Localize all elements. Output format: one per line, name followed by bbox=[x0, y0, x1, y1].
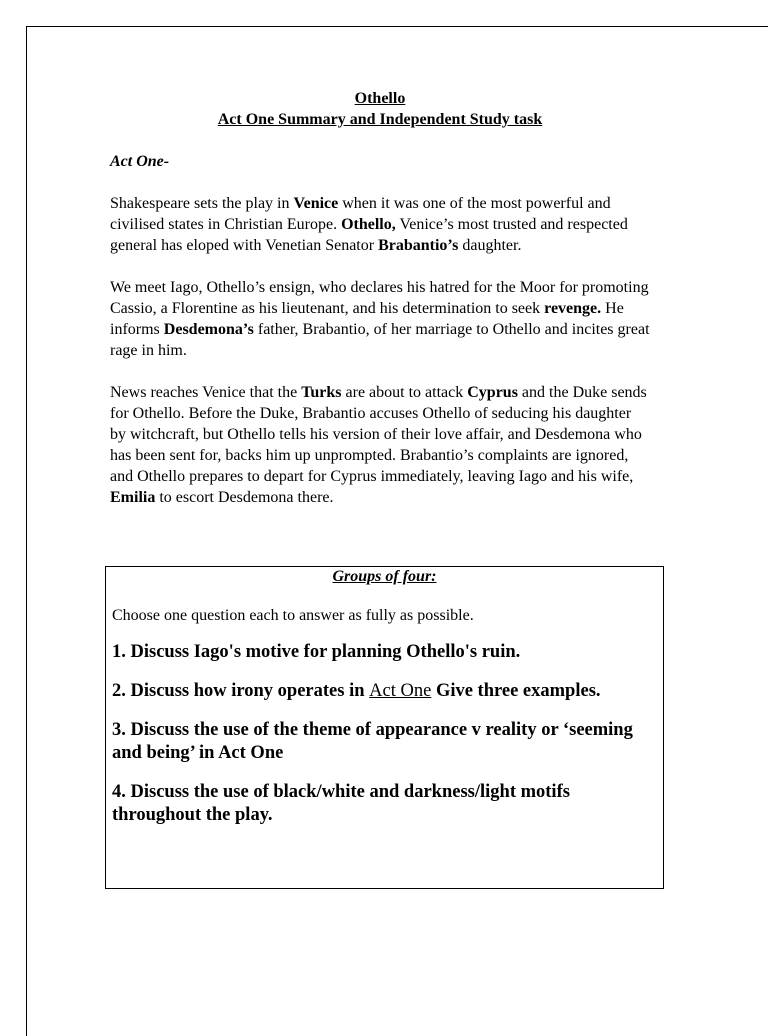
bold-term: Venice bbox=[293, 195, 339, 212]
document-title: Othello bbox=[354, 90, 406, 107]
summary-paragraphs bbox=[110, 193, 650, 508]
summary-paragraph bbox=[110, 382, 650, 508]
summary-paragraph bbox=[110, 193, 650, 256]
text-run: father, Brabantio, of her marriage to Othello and incites great rage in him. bbox=[110, 321, 650, 359]
bold-term: Turks bbox=[301, 384, 342, 401]
document-subtitle: Act One Summary and Independent Study task bbox=[217, 111, 543, 128]
text-run: are about to attack bbox=[341, 384, 468, 401]
bold-term: Cyprus bbox=[467, 384, 518, 401]
document-body bbox=[110, 88, 650, 508]
text-run: 1. Discuss Iago's motive for planning Othello's ruin. bbox=[112, 642, 521, 662]
text-run: daughter. bbox=[458, 237, 522, 254]
text-run: 3. Discuss the use of the theme of appearance v reality or ‘seeming and being’ in Act One bbox=[112, 720, 633, 763]
question-item bbox=[112, 641, 655, 664]
task-box-title: Groups of four: bbox=[332, 568, 437, 585]
bold-term: Brabantio’s bbox=[378, 237, 459, 254]
bold-term: Othello, bbox=[341, 216, 396, 233]
text-run: to escort Desdemona there. bbox=[155, 489, 334, 506]
text-run: News reaches Venice that the bbox=[110, 384, 302, 401]
underlined-term: Act One bbox=[369, 681, 432, 701]
text-run: when it was one of the most powerful and civilised states in Christian Europe. bbox=[110, 195, 611, 233]
bold-term: Desdemona’s bbox=[163, 321, 254, 338]
question-item bbox=[112, 781, 655, 827]
bold-term: Emilia bbox=[110, 489, 156, 506]
text-run: 4. Discuss the use of black/white and darkness/light motifs throughout the play. bbox=[112, 782, 570, 825]
text-run: Give three examples. bbox=[431, 681, 601, 701]
summary-paragraph bbox=[110, 277, 650, 361]
task-box-intro: Choose one question each to answer as fully as possible. bbox=[112, 607, 474, 624]
question-item bbox=[112, 719, 655, 765]
text-run: and the Duke sends for Othello. Before the Duke, Brabantio accuses Othello of seducing his daughter by witchcraft, but Othello tells his version of their love affair, and Desdemona who has been sent for, backs him up unprompted. Brabantio’s complaints are ignored, and Othello prepares to depart for Cyprus immediately, leaving Iago and his wife, bbox=[110, 384, 647, 485]
text-run: Venice’s most trusted and respected general has eloped with Venetian Senator bbox=[110, 216, 628, 254]
bold-term: revenge. bbox=[544, 300, 602, 317]
text-run: Shakespeare sets the play in bbox=[110, 195, 294, 212]
task-box bbox=[105, 566, 664, 889]
text-run: We meet Iago, Othello’s ensign, who declares his hatred for the Moor for promoting Cassio, a Florentine as his lieutenant, and his determination to seek bbox=[110, 279, 649, 317]
text-run: 2. Discuss how irony operates in bbox=[112, 681, 370, 701]
section-heading: Act One- bbox=[110, 153, 170, 170]
text-run: He informs bbox=[110, 300, 624, 338]
question-item bbox=[112, 680, 655, 703]
